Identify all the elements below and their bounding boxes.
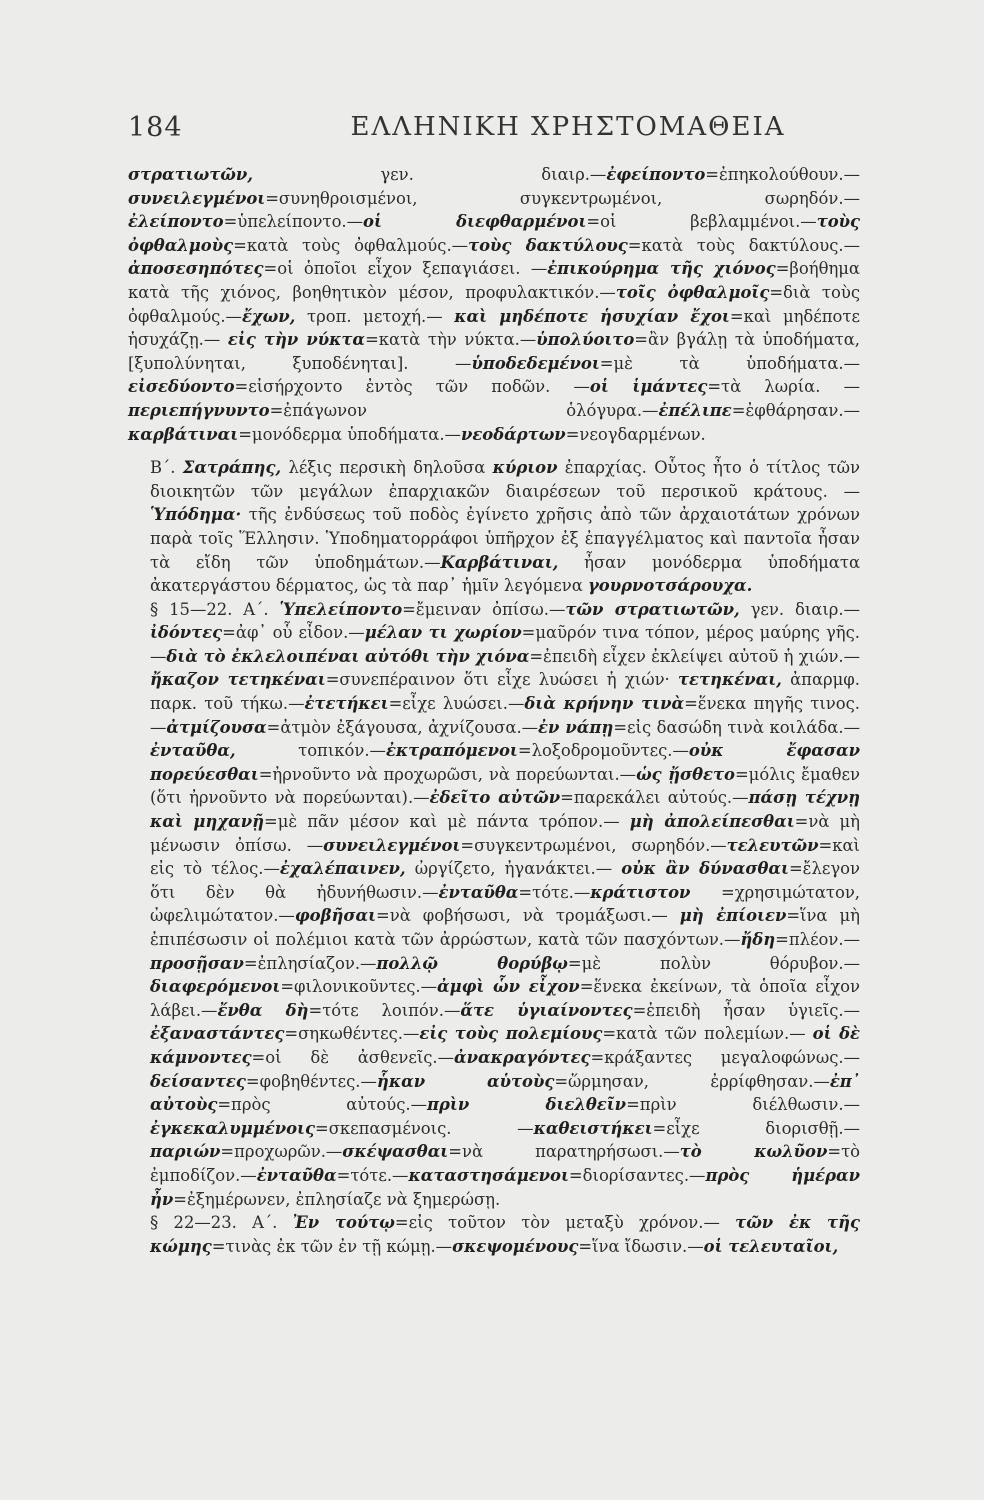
gloss-text: =μὲ πᾶν μέσον καὶ μὲ πάντα τρόπον.— [264, 812, 630, 832]
lemma-term: ἐκτραπόμενοι [385, 741, 518, 761]
gloss-text: λέξις περσικὴ δηλοῦσα [281, 458, 493, 478]
gloss-text: =ἐφθάρησαν.— [731, 400, 860, 420]
gloss-text: =ὥρμησαν, ἐρρίφθησαν.— [554, 1071, 830, 1091]
gloss-text: τοπικόν.— [235, 741, 386, 761]
gloss-text: =μονόδερμα ὑποδήματα.— [238, 424, 461, 444]
lemma-term: Ἐν τούτῳ [292, 1213, 395, 1233]
gloss-text: § 15—22. Α΄. [150, 599, 280, 619]
lemma-term: σκεψομένους [452, 1236, 579, 1256]
lemma-term: τοὺς δακτύλους [468, 235, 628, 255]
gloss-text: =φοβηθέντες.— [245, 1071, 377, 1091]
gloss-text: =οἱ βεβλαμμένοι.— [586, 212, 817, 232]
lemma-term: ἐφείποντο [606, 165, 706, 184]
lemma-term: ἐνταῦθα, [150, 741, 236, 761]
gloss-text: =νὰ παρατηρήσωσι.— [448, 1142, 680, 1162]
gloss-text: =εἶχε διορισθῇ.— [652, 1118, 860, 1138]
gloss-text: γεν. διαιρ.— [252, 165, 607, 184]
lemma-term: τοῖς ὀφθαλμοῖς [615, 282, 770, 302]
lemma-term: οὐκ ἂν δύνασθαι [621, 859, 789, 879]
lemma-term: διὰ κρήνην τινὰ [524, 694, 685, 714]
lemma-term: μέλαν τι χωρίον [364, 623, 522, 643]
gloss-text: =τότε.— [518, 882, 591, 902]
gloss-text: =ἐπηκολούθουν.— [705, 165, 860, 184]
commentary-text [128, 163, 860, 1258]
gloss-text: ἐπαρχίας. Οὗτος ἦτο ὁ τίτλος τῶν διοικητῶν τῶν μεγάλων ἐπαρχιακῶν διαιρέσεων τοῦ περσικοῦ κράτους. — [150, 458, 860, 501]
page-number: 184 [128, 112, 183, 143]
lemma-term: Καρβάτιναι, [440, 552, 559, 572]
lemma-term: γουρνοτσάρουχα. [587, 576, 753, 596]
lemma-term: περιεπήγνυντο [128, 400, 270, 420]
lemma-term: καθειστήκει [533, 1118, 653, 1138]
lemma-term: οὐκ ἔφασαν πορεύεσθαι [150, 741, 860, 784]
gloss-text: =διὰ τοὺς ὀφθαλμούς.— [128, 282, 860, 326]
gloss-text: =μὲ τὰ ὑποδήματα.— [599, 353, 860, 373]
gloss-text: =λοξοδρομοῦντες.— [517, 741, 689, 761]
gloss-text: =σκεπασμένοις. — [314, 1118, 534, 1138]
lemma-term: ὡς ᾔσθετο [636, 764, 735, 784]
gloss-text: ὠργίζετο, ἠγανάκτει.— [405, 859, 622, 879]
gloss-text: =συγκεντρωμένοι, σωρηδόν.— [460, 835, 727, 855]
lemma-term: ἐπικούρημα τῆς χιόνος [547, 259, 776, 279]
lemma-term: κύριον [492, 458, 558, 478]
gloss-text: =συνηθροισμένοι, συγκεντρωμένοι, σωρηδόν.— [265, 188, 860, 208]
gloss-text: =βοήθημα κατὰ τῆς χιόνος, βοηθητικὸν μέσον, προφυλακτικόν.— [128, 259, 860, 302]
gloss-text: =πρὶν διέλθωσιν.— [626, 1095, 860, 1115]
lemma-term: ἅτε ὑγιαίνοντες [460, 1000, 633, 1020]
lemma-term: τετηκέναι, [678, 670, 782, 690]
lemma-term: ἀτμίζουσα [166, 717, 267, 737]
lemma-term: εἰσεδύοντο [128, 377, 235, 397]
gloss-text: =ἵνα μὴ ἐπιπέσωσιν οἱ πολέμιοι κατὰ τῶν ἀρρώστων, κατὰ τῶν πασχόντων.— [150, 906, 860, 949]
lemma-term: τελευτῶν [726, 835, 819, 855]
gloss-text: τροπ. μετοχή.— [295, 306, 455, 326]
lemma-term: συνειλεγμένοι [128, 188, 266, 208]
lemma-term: ἐλείποντο [128, 212, 224, 232]
lemma-term: ἐν νάπῃ [538, 717, 614, 737]
lemma-term: παριών [150, 1142, 221, 1162]
lemma-term: ἐγκεκαλυμμένοις [150, 1118, 315, 1138]
gloss-text: =μὲ πολὺν θόρυβον.— [567, 953, 860, 973]
gloss-text: =διορίσαντες.— [568, 1165, 706, 1185]
lemma-term: ἐτετήκει [304, 694, 389, 714]
lemma-term: ἀμφὶ ὧν εἶχον [436, 977, 580, 997]
lemma-term: καταστησάμενοι [408, 1165, 569, 1185]
gloss-text: =ἔλεγον ὅτι δὲν θὰ ἠδυνήθωσιν.— [150, 859, 860, 902]
gloss-text: =ἂν βγάλῃ τὰ ὑποδήματα, [ξυπολύνηται, ξυποδένηται]. — [128, 330, 860, 373]
gloss-text: =προχωρῶν.— [220, 1142, 343, 1162]
gloss-text: =εἰς δασώδη τινὰ κοιλάδα.— [613, 717, 860, 737]
gloss-text: =κατὰ τοὺς ὀφθαλμούς.— [233, 235, 469, 255]
gloss-text: =ἐπειδὴ εἶχεν ἐκλείψει αὐτοῦ ἡ χιών.— [529, 646, 861, 666]
paragraph [128, 598, 860, 1211]
gloss-text: =κράξαντες μεγαλοφώνως.— [590, 1047, 860, 1067]
lemma-term: μὴ ἀπολείπεσθαι [629, 812, 795, 832]
gloss-text: =ἵνα ἴδωσιν.— [578, 1236, 704, 1256]
lemma-term: ἤδη [740, 930, 776, 949]
gloss-text: =οἱ ὁποῖοι εἶχον ξεπαγιάσει. — [263, 259, 548, 279]
lemma-term: ἰδόντες [150, 623, 223, 643]
lemma-term: ἐδεῖτο αὐτῶν [429, 788, 561, 808]
lemma-term: κράτιστον [590, 882, 691, 902]
gloss-text: =νὰ μὴ μένωσιν ὀπίσω. — [150, 812, 860, 855]
lemma-term: τῶν στρατιωτῶν, [565, 599, 740, 619]
lemma-term: σκέψασθαι [342, 1142, 449, 1162]
gloss-text: =μαῦρόν τινα τόπον, μέρος μαύρης γῆς.— [150, 623, 860, 666]
lemma-term: εἰς τὴν νύκτα [227, 330, 366, 350]
gloss-text: =ἠρνοῦντο νὰ προχωρῶσι, νὰ πορεύωνται.— [258, 764, 637, 784]
lemma-term: οἱ διεφθαρμένοι [363, 212, 587, 232]
gloss-text: =ἕνεκα ἐκείνων, τὰ ὁποῖα εἶχον λάβει.— [150, 977, 861, 1020]
gloss-text: =εἶχε λυώσει.— [388, 694, 525, 714]
lemma-term: καρβάτιναι [128, 424, 239, 444]
lemma-term: Ὑπόδημα· [150, 505, 242, 525]
lemma-term: στρατιωτῶν, [128, 165, 253, 184]
gloss-text: =ἀφ᾽ οὗ εἶδον.— [222, 623, 365, 643]
lemma-term: ὑπολύοιτο [536, 330, 635, 350]
gloss-text: ἀπαρμφ. παρκ. τοῦ τήκω.— [150, 670, 860, 714]
lemma-term: ἔνθα δὴ [217, 1000, 309, 1020]
lemma-term: οἱ δὲ κάμνοντες [150, 1024, 861, 1067]
gloss-text: γεν. διαιρ.— [739, 599, 860, 619]
gloss-text: =κατὰ τοὺς δακτύλους.— [627, 235, 860, 255]
gloss-text: τῆς ἐνδύσεως τοῦ ποδὸς ἐγίνετο χρῆσις ἀπὸ τῶν ἀρχαιοτάτων χρόνων παρὰ τοῖς Ἕλλησιν. Ὑποδηματορράφοι ὑπῆρχον ἐξ ἐπαγγέλματος καὶ παντοῖα ἦσαν τὰ εἴδη τῶν ὑποδημάτων.— [150, 505, 860, 572]
gloss-text: =τότε.— [336, 1165, 409, 1185]
lemma-term: τοὺς ὀφθαλμοὺς [128, 212, 861, 255]
gloss-text: Β΄. [150, 458, 183, 478]
lemma-term: πρὶν διελθεῖν [427, 1095, 627, 1115]
lemma-term: ἐνταῦθα [256, 1165, 337, 1185]
gloss-text: =τὰ λωρία. — [707, 377, 860, 397]
running-title: ΕΛΛΗΝΙΚΗ ΧΡΗΣΤΟΜΑΘΕΙΑ [350, 112, 786, 142]
gloss-text: =τότε λοιπόν.— [308, 1000, 461, 1020]
lemma-term: πάσῃ τέχνῃ καὶ μηχανῇ [150, 788, 860, 832]
lemma-term: ἔχων, [241, 306, 296, 326]
paragraph [128, 1211, 860, 1258]
lemma-term: πολλῷ θορύβῳ [376, 953, 568, 973]
lemma-term: ἐχαλέπαινεν, [279, 859, 406, 879]
gloss-text: =νεογδαρμένων. [565, 424, 706, 444]
lemma-term: μὴ ἐπίοιεν [679, 906, 787, 926]
gloss-text: =οἱ δὲ ἀσθενεῖς.— [251, 1047, 455, 1067]
gloss-text: =καὶ μηδέποτε ἡσυχάζῃ.— [128, 306, 860, 350]
gloss-text: =εἰσήρχοντο ἐντὸς τῶν ποδῶν. — [234, 377, 590, 397]
lemma-term: ἀποσεσηπότες [128, 259, 264, 279]
lemma-term: ἐνταῦθα [438, 882, 519, 902]
lemma-term: νεοδάρτων [460, 424, 566, 444]
lemma-term: καὶ μηδέποτε ἡσυχίαν ἔχοι [454, 306, 730, 326]
paragraph [128, 456, 860, 598]
lemma-term: ἐπέλιπε [658, 400, 732, 420]
lemma-term: ἀνακραγόντες [454, 1047, 591, 1067]
gloss-text: =ἔμειναν ὀπίσω.— [402, 599, 566, 619]
lemma-term: οἱ τελευταῖοι, [703, 1236, 839, 1256]
paragraph [128, 163, 860, 446]
gloss-text: =ἐξημέρωνεν, ἐπλησίαζε νὰ ξημερώσῃ. [173, 1189, 501, 1209]
gloss-text: =ἐπειδὴ ἦσαν ὑγιεῖς.— [632, 1000, 860, 1020]
gloss-text: =εἰς τοῦτον τὸν μεταξὺ χρόνον.— [394, 1213, 736, 1233]
gloss-text: =ἀτμὸν ἐξάγουσα, ἀχνίζουσα.— [266, 717, 539, 737]
gloss-text: § 22—23. Α΄. [150, 1213, 293, 1233]
lemma-term: δείσαντες [150, 1071, 246, 1091]
gloss-text: =καὶ εἰς τὸ τέλος.— [150, 835, 860, 879]
lemma-term: εἰς τοὺς πολεμίους [419, 1024, 603, 1044]
lemma-term: ἧκαν αὑτοὺς [376, 1071, 555, 1091]
gloss-text: =σηκωθέντες.— [284, 1024, 420, 1044]
page-header [128, 112, 868, 152]
gloss-text: =φιλονικοῦντες.— [280, 977, 437, 997]
gloss-text: =χρησιμώτατον, ὠφελιμώτατον.— [150, 882, 860, 926]
lemma-term: ἐπ᾽ αὐτοὺς [150, 1071, 860, 1115]
gloss-text: =τὸ ἐμποδίζον.— [150, 1142, 861, 1185]
gloss-text: =πλέον.— [775, 930, 860, 949]
gloss-text: ἦσαν μονόδερμα ὑποδήματα ἀκατεργάστου δέρματος, ὡς τὰ παρ᾽ ἡμῖν λεγόμενα [150, 552, 861, 596]
lemma-term: ὑποδεδεμένοι [471, 353, 600, 373]
gloss-text: =παρεκάλει αὐτούς.— [560, 788, 749, 808]
gloss-text: =νὰ φοβήσωσι, νὰ τρομάξωσι.— [376, 906, 680, 926]
lemma-term: φοβῆσαι [294, 906, 377, 926]
lemma-term: πρὸς ἡμέραν ἦν [150, 1165, 860, 1209]
lemma-term: ἐξαναστάντες [150, 1024, 285, 1044]
lemma-term: ἤκαζον τετηκέναι [150, 670, 326, 690]
lemma-term: διὰ τὸ ἐκλελοιπέναι αὐτόθι τὴν χιόνα [166, 646, 530, 666]
gloss-text: =ἐπλησίαζον.— [243, 953, 377, 973]
gloss-text: =συνεπέραινον ὅτι εἶχε λυώσει ἡ χιών· [325, 670, 679, 690]
gloss-text: =ἕνεκα πηγῆς τινος.— [150, 694, 860, 737]
lemma-term: προσῇσαν [150, 953, 244, 973]
lemma-term: διαφερόμενοι [150, 977, 281, 997]
lemma-term: οἱ ἱμάντες [589, 377, 708, 397]
gloss-text: =κατὰ τῶν πολεμίων.— [602, 1024, 813, 1044]
gloss-text: =μόλις ἔμαθεν (ὅτι ἠρνοῦντο νὰ πορεύωνται).— [150, 764, 860, 808]
gloss-text: =κατὰ τὴν νύκτα.— [365, 330, 537, 350]
gloss-text: =τινὰς ἐκ τῶν ἐν τῇ κώμῃ.— [211, 1236, 453, 1256]
gloss-text: =πρὸς αὐτούς.— [217, 1095, 428, 1115]
lemma-term: Ὑπελείποντο [279, 599, 403, 619]
gloss-text: =ὑπελείποντο.— [223, 212, 364, 232]
lemma-term: συνειλεγμένοι [323, 835, 461, 855]
lemma-term: τὸ κωλῦον [679, 1142, 828, 1162]
lemma-term: Σατράπης, [182, 458, 282, 478]
gloss-text: =ἐπάγωνον ὁλόγυρα.— [269, 400, 659, 420]
lemma-term: τῶν ἐκ τῆς κώμης [150, 1213, 860, 1256]
